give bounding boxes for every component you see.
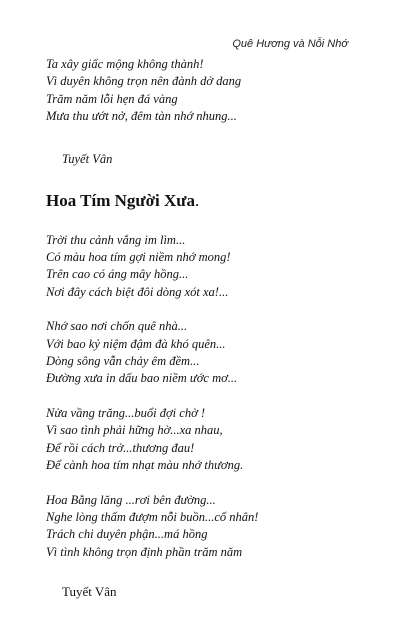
stanza-4 — [46, 492, 386, 562]
stanza-1 — [46, 232, 386, 302]
stanza-3 — [46, 405, 386, 475]
poem-line: Nơi đây cách biệt đôi dòng xót xa!... — [46, 284, 229, 299]
poem-line: Trách chi duyên phận...má hồng — [46, 527, 208, 542]
previous-poem-author: Tuyết Vân — [62, 151, 113, 166]
poem-line: Vì sao tình phải hững hờ...xa nhau, — [46, 423, 223, 438]
stanza-2 — [46, 318, 386, 388]
poem-title-text: Hoa Tím Người Xưa — [46, 190, 195, 210]
poem-line: Để cành hoa tím nhạt màu nhớ thương. — [46, 458, 244, 473]
poem-title-suffix: . — [194, 190, 200, 210]
poem-line: Vì tình không trọn định phần trăm năm — [46, 544, 243, 559]
previous-poem-ending — [46, 56, 386, 126]
poem-line: Trên cao có áng mây hồng... — [46, 267, 189, 282]
poem-line: Trăm năm lỗi hẹn đá vàng — [46, 91, 178, 106]
page-content — [46, 56, 386, 600]
running-header: Quê Hương và Nỗi Nhớ — [232, 38, 348, 50]
poem-line: Hoa Bằng lăng ...rơi bên đường... — [46, 492, 216, 507]
poem-line: Nửa vầng trăng...buổi đợi chờ ! — [46, 405, 206, 420]
poem-line: Có màu hoa tím gợi niềm nhớ mong! — [46, 250, 231, 265]
poem-line: Vì duyên không trọn nên đành dở dang — [46, 74, 242, 89]
poem-title — [46, 190, 386, 212]
poem-line: Dòng sông vẫn chảy êm đềm... — [46, 354, 200, 369]
poem-line: Nghe lòng thấm đượm nỗi buồn...cố nhân! — [46, 509, 259, 524]
poem-line: Ta xây giấc mộng không thành! — [46, 57, 204, 71]
poem-line: Với bao kỷ niệm đậm đà khó quên... — [46, 336, 226, 351]
poem-line: Trời thu cảnh vắng im lìm... — [46, 232, 186, 247]
poem-line: Đường xưa in dấu bao niềm ước mơ... — [46, 371, 238, 386]
poem-line: Mưa thu ướt nở, đêm tàn nhớ nhung... — [46, 109, 237, 124]
poem-line: Nhớ sao nơi chốn quê nhà... — [46, 319, 188, 334]
poem-line: Để rồi cách trở...thương đau! — [46, 440, 195, 455]
poem-author: Tuyết Vân — [62, 584, 117, 600]
